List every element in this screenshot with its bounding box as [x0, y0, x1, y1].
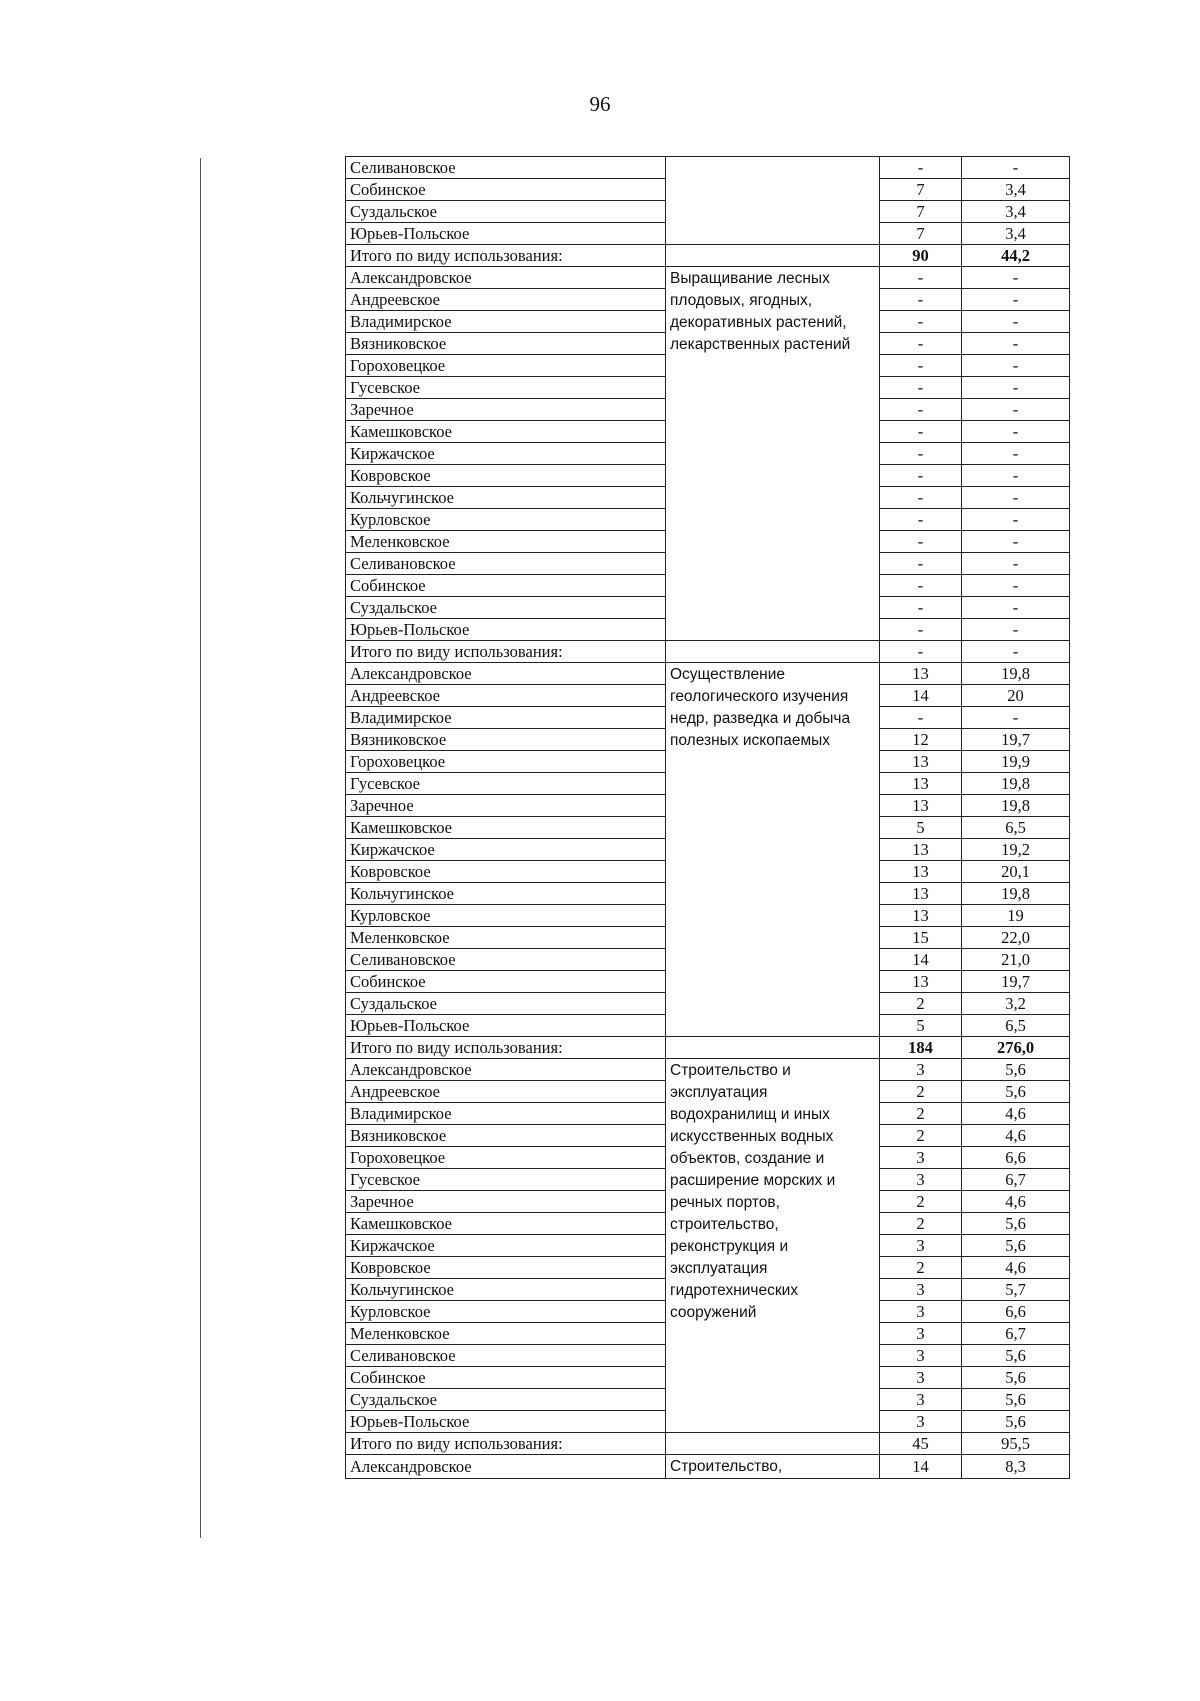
value-b: 4,6 — [962, 1191, 1070, 1213]
table-row — [346, 157, 1070, 179]
value-b: - — [962, 619, 1070, 641]
value-b: - — [962, 421, 1070, 443]
table-row — [346, 267, 1070, 289]
district-name: Гороховецкое — [346, 1147, 666, 1169]
district-name: Гусевское — [346, 773, 666, 795]
value-b: 4,6 — [962, 1125, 1070, 1147]
district-name: Собинское — [346, 179, 666, 201]
value-b: 20,1 — [962, 861, 1070, 883]
value-a: 2 — [880, 1213, 962, 1235]
value-b: - — [962, 311, 1070, 333]
value-a: 2 — [880, 993, 962, 1015]
value-a: 12 — [880, 729, 962, 751]
value-a: 2 — [880, 1081, 962, 1103]
value-a: - — [880, 487, 962, 509]
value-a: 14 — [880, 949, 962, 971]
value-a: 13 — [880, 773, 962, 795]
value-a: 3 — [880, 1411, 962, 1433]
district-name: Кольчугинское — [346, 487, 666, 509]
value-b: 8,3 — [962, 1455, 1070, 1479]
margin-line — [200, 158, 201, 1538]
value-b: 5,6 — [962, 1213, 1070, 1235]
value-b: 21,0 — [962, 949, 1070, 971]
value-a: 3 — [880, 1301, 962, 1323]
total-row — [346, 1037, 1070, 1059]
empty-cell — [666, 1037, 880, 1059]
table-row — [346, 1059, 1070, 1081]
district-name: Меленковское — [346, 1323, 666, 1345]
value-a: 5 — [880, 817, 962, 839]
value-a: 7 — [880, 179, 962, 201]
value-a: 3 — [880, 1345, 962, 1367]
value-a: 13 — [880, 839, 962, 861]
total-value-a: - — [880, 641, 962, 663]
value-a: - — [880, 465, 962, 487]
usage-type — [666, 157, 880, 245]
value-b: 19,8 — [962, 773, 1070, 795]
value-a: - — [880, 619, 962, 641]
district-name: Юрьев-Польское — [346, 223, 666, 245]
total-label: Итого по виду использования: — [346, 1037, 666, 1059]
value-a: 13 — [880, 795, 962, 817]
district-name: Селивановское — [346, 553, 666, 575]
value-b: 6,6 — [962, 1147, 1070, 1169]
district-name: Киржачское — [346, 839, 666, 861]
district-name: Суздальское — [346, 201, 666, 223]
district-name: Кольчугинское — [346, 1279, 666, 1301]
value-a: - — [880, 289, 962, 311]
page-number: 96 — [589, 92, 611, 116]
district-name: Селивановское — [346, 157, 666, 179]
value-b: - — [962, 399, 1070, 421]
value-a: 3 — [880, 1147, 962, 1169]
value-a: 14 — [880, 1455, 962, 1479]
total-value-b: - — [962, 641, 1070, 663]
district-name: Владимирское — [346, 707, 666, 729]
value-b: - — [962, 443, 1070, 465]
district-name: Меленковское — [346, 927, 666, 949]
district-name: Курловское — [346, 1301, 666, 1323]
value-a: - — [880, 377, 962, 399]
district-name: Вязниковское — [346, 333, 666, 355]
value-b: 3,4 — [962, 179, 1070, 201]
district-name: Вязниковское — [346, 1125, 666, 1147]
value-a: 5 — [880, 1015, 962, 1037]
value-b: 22,0 — [962, 927, 1070, 949]
district-name: Селивановское — [346, 949, 666, 971]
value-b: 6,7 — [962, 1323, 1070, 1345]
value-b: - — [962, 465, 1070, 487]
total-row — [346, 641, 1070, 663]
value-b: 4,6 — [962, 1103, 1070, 1125]
value-b: 6,7 — [962, 1169, 1070, 1191]
usage-type: Строительство и эксплуатация водохранилищ и иных искусственных водных объектов, создание и расширение морских и речных портов, строительство, реконструкция и эксплуатация гидротехнических сооружений — [666, 1059, 880, 1433]
value-a: 14 — [880, 685, 962, 707]
district-name: Камешковское — [346, 1213, 666, 1235]
value-a: 3 — [880, 1235, 962, 1257]
total-label: Итого по виду использования: — [346, 641, 666, 663]
value-a: - — [880, 443, 962, 465]
district-name: Меленковское — [346, 531, 666, 553]
value-a: 13 — [880, 883, 962, 905]
empty-cell — [666, 1433, 880, 1455]
value-b: - — [962, 157, 1070, 179]
district-name: Вязниковское — [346, 729, 666, 751]
district-name: Ковровское — [346, 861, 666, 883]
value-b: 5,6 — [962, 1081, 1070, 1103]
district-name: Александровское — [346, 1455, 666, 1479]
value-a: 3 — [880, 1323, 962, 1345]
value-a: - — [880, 311, 962, 333]
total-label: Итого по виду использования: — [346, 245, 666, 267]
value-a: - — [880, 333, 962, 355]
value-a: 13 — [880, 971, 962, 993]
value-a: 3 — [880, 1169, 962, 1191]
value-b: 19,9 — [962, 751, 1070, 773]
value-a: - — [880, 421, 962, 443]
value-a: 3 — [880, 1367, 962, 1389]
empty-cell — [666, 641, 880, 663]
value-b: 5,6 — [962, 1345, 1070, 1367]
value-b: - — [962, 575, 1070, 597]
district-name: Гороховецкое — [346, 355, 666, 377]
value-b: 19,8 — [962, 883, 1070, 905]
value-b: - — [962, 487, 1070, 509]
value-b: 5,6 — [962, 1367, 1070, 1389]
table-row — [346, 663, 1070, 685]
district-name: Киржачское — [346, 1235, 666, 1257]
table-row — [346, 1455, 1070, 1479]
value-a: - — [880, 531, 962, 553]
empty-cell — [666, 245, 880, 267]
district-name: Заречное — [346, 795, 666, 817]
district-name: Собинское — [346, 1367, 666, 1389]
value-b: 19,8 — [962, 795, 1070, 817]
district-name: Юрьев-Польское — [346, 1015, 666, 1037]
value-a: 13 — [880, 905, 962, 927]
value-b: - — [962, 553, 1070, 575]
district-name: Гусевское — [346, 1169, 666, 1191]
value-b: 19,8 — [962, 663, 1070, 685]
usage-type: Строительство, — [666, 1455, 880, 1479]
district-name: Кольчугинское — [346, 883, 666, 905]
total-value-b: 44,2 — [962, 245, 1070, 267]
value-b: 5,6 — [962, 1389, 1070, 1411]
total-value-b: 276,0 — [962, 1037, 1070, 1059]
value-a: - — [880, 355, 962, 377]
value-a: - — [880, 157, 962, 179]
district-name: Киржачское — [346, 443, 666, 465]
value-a: 13 — [880, 751, 962, 773]
district-name: Собинское — [346, 971, 666, 993]
district-name: Заречное — [346, 1191, 666, 1213]
table-body — [346, 157, 1070, 1479]
value-b: 3,4 — [962, 201, 1070, 223]
value-b: - — [962, 289, 1070, 311]
land-use-table — [345, 156, 1070, 1479]
total-value-a: 184 — [880, 1037, 962, 1059]
usage-type: Осуществление геологического изучения недр, разведка и добыча полезных ископаемых — [666, 663, 880, 1037]
value-b: 6,5 — [962, 1015, 1070, 1037]
district-name: Юрьев-Польское — [346, 1411, 666, 1433]
district-name: Ковровское — [346, 1257, 666, 1279]
district-name: Суздальское — [346, 993, 666, 1015]
district-name: Гусевское — [346, 377, 666, 399]
value-b: - — [962, 333, 1070, 355]
district-name: Суздальское — [346, 1389, 666, 1411]
value-a: 13 — [880, 861, 962, 883]
district-name: Александровское — [346, 267, 666, 289]
value-b: 6,6 — [962, 1301, 1070, 1323]
value-a: 3 — [880, 1389, 962, 1411]
district-name: Андреевское — [346, 1081, 666, 1103]
value-b: 5,6 — [962, 1235, 1070, 1257]
value-a: - — [880, 509, 962, 531]
value-a: 3 — [880, 1279, 962, 1301]
value-a: 2 — [880, 1125, 962, 1147]
total-value-b: 95,5 — [962, 1433, 1070, 1455]
value-b: - — [962, 707, 1070, 729]
district-name: Андреевское — [346, 685, 666, 707]
district-name: Андреевское — [346, 289, 666, 311]
total-label: Итого по виду использования: — [346, 1433, 666, 1455]
value-b: 4,6 — [962, 1257, 1070, 1279]
value-b: - — [962, 377, 1070, 399]
district-name: Камешковское — [346, 421, 666, 443]
total-row — [346, 1433, 1070, 1455]
value-b: 19,7 — [962, 971, 1070, 993]
district-name: Курловское — [346, 905, 666, 927]
value-a: 2 — [880, 1191, 962, 1213]
value-a: 7 — [880, 201, 962, 223]
value-a: 15 — [880, 927, 962, 949]
district-name: Владимирское — [346, 1103, 666, 1125]
district-name: Гороховецкое — [346, 751, 666, 773]
value-b: - — [962, 531, 1070, 553]
value-b: 5,6 — [962, 1059, 1070, 1081]
value-b: 6,5 — [962, 817, 1070, 839]
value-b: - — [962, 509, 1070, 531]
value-a: - — [880, 267, 962, 289]
value-b: - — [962, 597, 1070, 619]
value-a: 2 — [880, 1103, 962, 1125]
district-name: Юрьев-Польское — [346, 619, 666, 641]
district-name: Владимирское — [346, 311, 666, 333]
total-value-a: 45 — [880, 1433, 962, 1455]
value-b: 3,4 — [962, 223, 1070, 245]
usage-type: Выращивание лесных плодовых, ягодных, декоративных растений, лекарственных растений — [666, 267, 880, 641]
district-name: Александровское — [346, 663, 666, 685]
value-a: - — [880, 597, 962, 619]
value-a: - — [880, 575, 962, 597]
value-b: 20 — [962, 685, 1070, 707]
value-a: - — [880, 707, 962, 729]
value-a: 3 — [880, 1059, 962, 1081]
district-name: Селивановское — [346, 1345, 666, 1367]
value-b: 5,7 — [962, 1279, 1070, 1301]
total-value-a: 90 — [880, 245, 962, 267]
value-b: - — [962, 355, 1070, 377]
value-a: 7 — [880, 223, 962, 245]
value-b: 5,6 — [962, 1411, 1070, 1433]
value-a: 2 — [880, 1257, 962, 1279]
value-a: - — [880, 399, 962, 421]
value-b: 19 — [962, 905, 1070, 927]
district-name: Заречное — [346, 399, 666, 421]
value-b: 3,2 — [962, 993, 1070, 1015]
value-b: 19,2 — [962, 839, 1070, 861]
district-name: Курловское — [346, 509, 666, 531]
district-name: Камешковское — [346, 817, 666, 839]
district-name: Александровское — [346, 1059, 666, 1081]
total-row — [346, 245, 1070, 267]
value-b: - — [962, 267, 1070, 289]
value-a: 13 — [880, 663, 962, 685]
value-b: 19,7 — [962, 729, 1070, 751]
value-a: - — [880, 553, 962, 575]
district-name: Суздальское — [346, 597, 666, 619]
district-name: Ковровское — [346, 465, 666, 487]
district-name: Собинское — [346, 575, 666, 597]
